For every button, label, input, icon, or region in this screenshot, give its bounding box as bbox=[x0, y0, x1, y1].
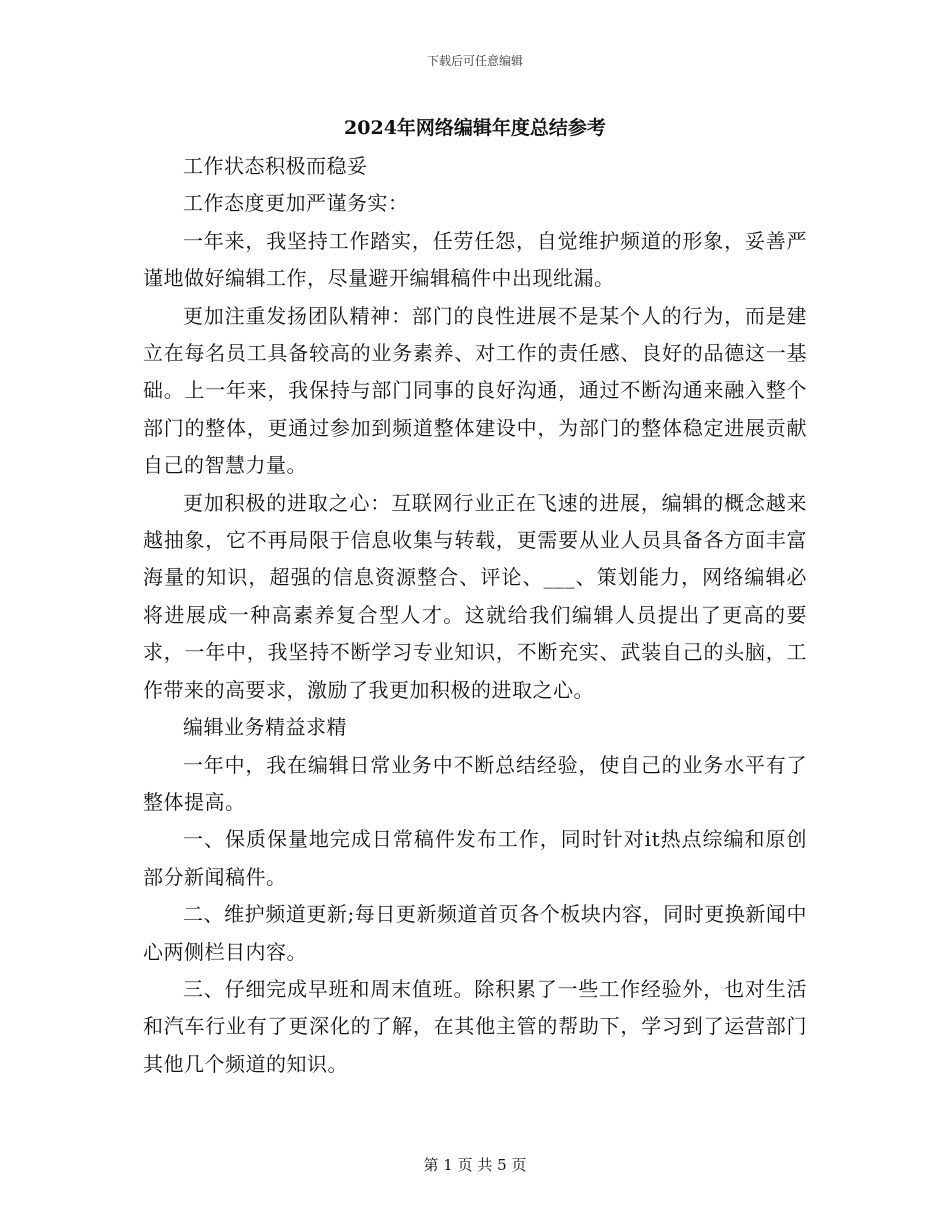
paragraph: 工作状态积极而稳妥 bbox=[183, 154, 368, 178]
paragraph: 三、仔细完成早班和周末值班。除积累了一些工作经验外，也对生活和汽车行业有了更深化的了解，在其他主管的帮助下，学习到了运营部门其他几个频道的知识。 bbox=[143, 976, 807, 1076]
paragraph: 二、维护频道更新;每日更新频道首页各个板块内容，同时更换新闻中心两侧栏目内容。 bbox=[143, 902, 807, 964]
paragraph: 一年中，我在编辑日常业务中不断总结经验，使自己的业务水平有了整体提高。 bbox=[143, 752, 807, 814]
document-title: 2024年网络编辑年度总结参考 bbox=[344, 117, 606, 139]
page-footer-number: 第 1 页 共 5 页 bbox=[423, 1156, 527, 1174]
paragraph: 编辑业务精益求精 bbox=[183, 715, 347, 740]
paragraph: 一年来，我坚持工作踏实，任劳任怨，自觉维护频道的形象，妥善严谨地做好编辑工作，尽量避开编辑稿件中出现纰漏。 bbox=[143, 228, 807, 291]
paragraph: 一、保质保量地完成日常稿件发布工作，同时针对it热点综编和原创部分新闻稿件。 bbox=[143, 827, 807, 889]
paragraph: 工作态度更加严谨务实： bbox=[183, 191, 409, 216]
paragraph: 更加注重发扬团队精神：部门的良性进展不是某个人的行为，而是建立在每名员工具备较高的业务素养、对工作的责任感、良好的品德这一基础。上一年来，我保持与部门同事的良好沟通，通过不断沟通来融入整个部门的整体，更通过参加到频道整体建设中，为部门的整体稳定进展贡献自己的智慧力量。 bbox=[143, 303, 807, 478]
paragraph: 更加积极的进取之心：互联网行业正在飞速的进展，编辑的概念越来越抽象，它不再局限于信息收集与转载，更需要从业人员具备各方面丰富海量的知识，超强的信息资源整合、评论、___、策划能力，网络编辑必将进展成一种高素养复合型人才。这就给我们编辑人员提出了更高的要求，一年中，我坚持不断学习专业知识，不断充实、武装自己的头脑，工作带来的高要求，激励了我更加积极的进取之心。 bbox=[143, 490, 807, 702]
document-body bbox=[143, 148, 807, 1083]
page-header-note: 下载后可任意编辑 bbox=[426, 54, 523, 68]
